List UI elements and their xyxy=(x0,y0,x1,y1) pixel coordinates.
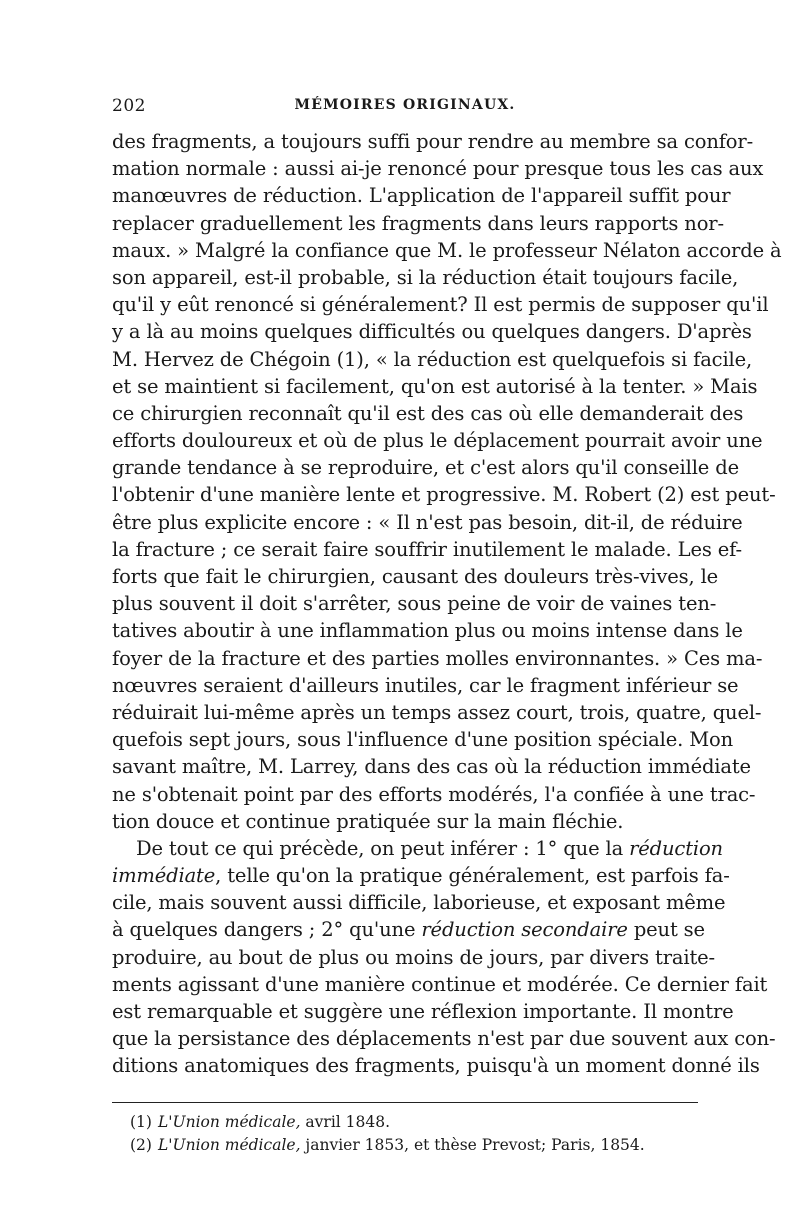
text-line: des fragments, a toujours suffi pour rendre au membre sa confor- xyxy=(112,130,754,153)
text-line: son appareil, est-il probable, si la réduction était toujours facile, xyxy=(112,265,739,289)
italic-term: réduction secondaire xyxy=(421,918,628,942)
italic-term: réduction xyxy=(629,836,723,860)
text-line: maux. » Malgré la confiance que M. le professeur Nélaton accorde à xyxy=(112,238,782,262)
text-line: nœuvres seraient d'ailleurs inutiles, car le fragment inférieur se xyxy=(112,673,739,697)
footnote-source: L'Union médicale, xyxy=(157,1136,301,1154)
text-line: manœuvres de réduction. L'application de l'appareil suffit pour xyxy=(112,184,731,208)
footnote-marker: (1) xyxy=(130,1113,152,1131)
italic-term: immédiate xyxy=(112,864,216,888)
text-line: y a là au moins quelques difficultés ou quelques dangers. D'après xyxy=(112,320,752,344)
page-number: 202 xyxy=(112,96,146,116)
text-line xyxy=(112,916,705,943)
text-line: efforts douloureux et où de plus le déplacement pourrait avoir une xyxy=(112,429,763,453)
footnote-divider xyxy=(112,1102,698,1103)
text-line: produire, au bout de plus ou moins de jours, par divers traite- xyxy=(112,945,715,969)
text-line: et se maintient si facilement, qu'on est autorisé à la tenter. » Mais xyxy=(112,374,758,398)
text-line: replacer graduellement les fragments dans leurs rapports nor- xyxy=(112,211,724,235)
text-run: peut se xyxy=(627,918,705,942)
text-line: savant maître, M. Larrey, dans des cas où la réduction immédiate xyxy=(112,755,751,779)
page-header xyxy=(112,96,698,120)
footnote-source: L'Union médicale, xyxy=(157,1113,301,1131)
text-line: être plus explicite encore : « Il n'est pas besoin, dit-il, de réduire xyxy=(112,510,743,534)
text-line: forts que fait le chirurgien, causant des douleurs très-vives, le xyxy=(112,565,719,588)
text-line: ditions anatomiques des fragments, puisqu'à un moment donné ils xyxy=(112,1054,760,1078)
text-run: à quelques dangers ; 2° qu'une xyxy=(112,918,422,942)
text-line xyxy=(112,835,723,862)
text-line: tatives aboutir à une inflammation plus ou moins intense dans le xyxy=(112,619,743,643)
text-line: foyer de la fracture et des parties molles environnantes. » Ces ma- xyxy=(112,646,763,670)
text-run: , telle qu'on la pratique généralement, est parfois fa- xyxy=(215,864,730,888)
text-line: M. Hervez de Chégoin (1), « la réduction est quelquefois si facile, xyxy=(112,347,753,371)
text-line xyxy=(112,862,730,889)
footnote-marker: (2) xyxy=(130,1136,152,1154)
footnotes xyxy=(130,1111,690,1157)
footnote xyxy=(130,1134,690,1157)
text-line: réduirait lui-même après un temps assez court, trois, quatre, quel- xyxy=(112,700,762,724)
footnote xyxy=(130,1111,690,1134)
text-line: est remarquable et suggère une réflexion importante. Il montre xyxy=(112,1000,734,1023)
body-text xyxy=(112,128,782,1080)
text-line: ne s'obtenait point par des efforts modérés, l'a confiée à une trac- xyxy=(112,782,756,806)
text-line: plus souvent il doit s'arrêter, sous peine de voir de vaines ten- xyxy=(112,592,717,616)
text-line: cile, mais souvent aussi difficile, laborieuse, et exposant même xyxy=(112,891,726,915)
text-line: ments agissant d'une manière continue et modérée. Ce dernier fait xyxy=(112,972,768,996)
text-line: l'obtenir d'une manière lente et progressive. M. Robert (2) est peut- xyxy=(112,483,776,507)
text-line: tion douce et continue pratiquée sur la main fléchie. xyxy=(112,809,624,833)
text-line: quefois sept jours, sous l'influence d'une position spéciale. Mon xyxy=(112,728,734,752)
text-line: la fracture ; ce serait faire souffrir inutilement le malade. Les ef- xyxy=(112,537,742,561)
text-line: que la persistance des déplacements n'est par due souvent aux con- xyxy=(112,1027,776,1051)
text-run: De tout ce qui précède, on peut inférer : 1° que la xyxy=(136,836,630,860)
text-line: qu'il y eût renoncé si généralement? Il est permis de supposer qu'il xyxy=(112,293,769,317)
text-line: grande tendance à se reproduire, et c'est alors qu'il conseille de xyxy=(112,456,739,480)
text-line: mation normale : aussi ai-je renoncé pour presque tous les cas aux xyxy=(112,157,764,181)
text-line: ce chirurgien reconnaît qu'il est des cas où elle demanderait des xyxy=(112,401,744,425)
running-title: MÉMOIRES ORIGINAUX. xyxy=(294,97,516,113)
footnote-text: janvier 1853, et thèse Prevost; Paris, 1854. xyxy=(300,1136,645,1154)
footnote-text: avril 1848. xyxy=(300,1113,391,1131)
